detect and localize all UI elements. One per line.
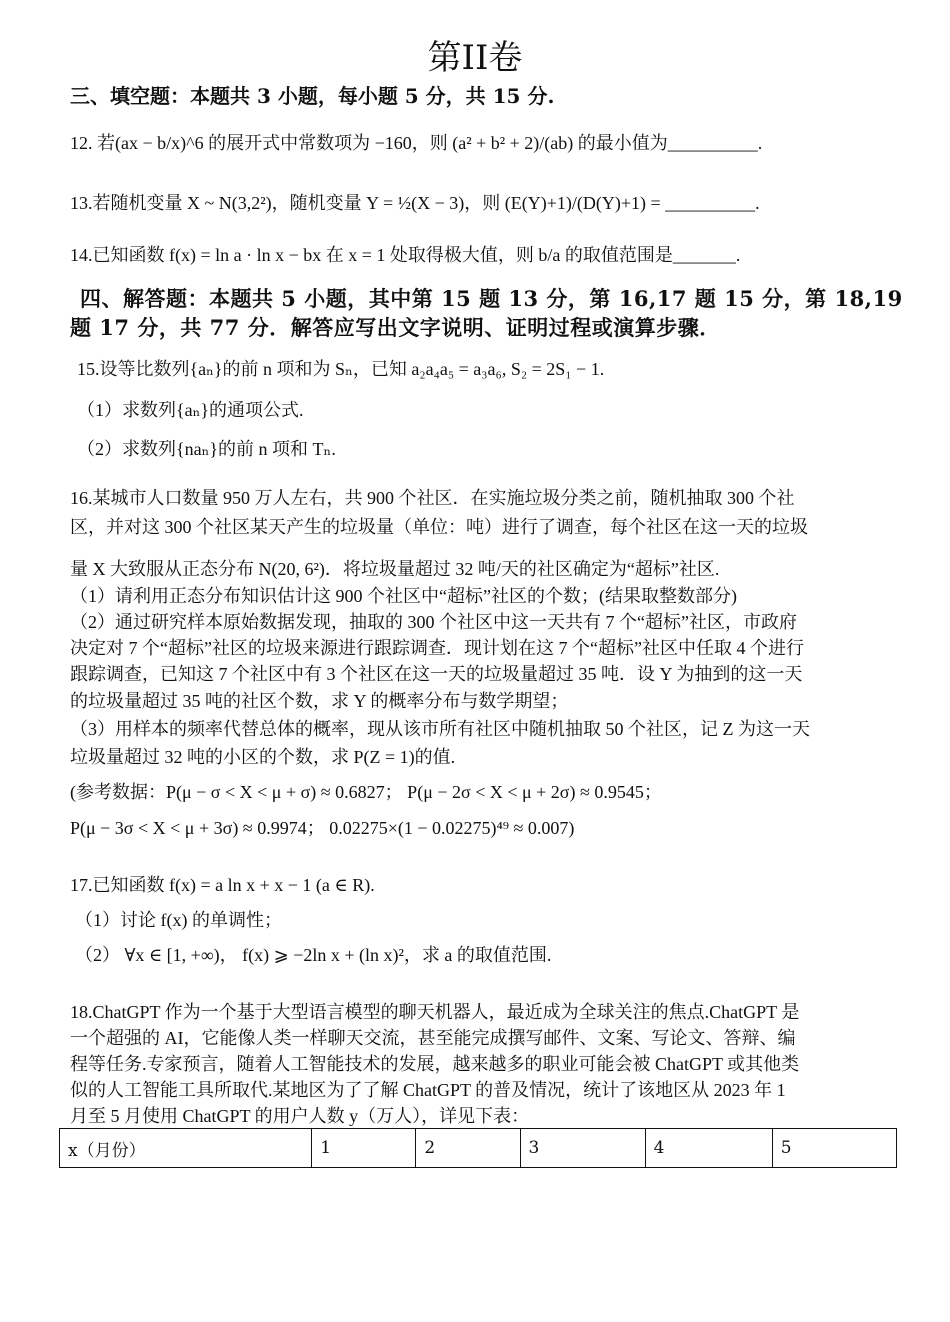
question-18-line5: 月至 5 月使用 ChatGPT 的用户人数 y（万人），详见下表： [70,1106,530,1126]
question-16-part2-line1: （2）通过研究样本原始数据发现，抽取的 300 个社区中这一天共有 7 个“超标”社区，市政府 [70,612,797,632]
table-row [60,1129,897,1168]
question-12: 12. 若(ax − b/x)^6 的展开式中常数项为 −160，则 (a² + b² + 2)/(ab) 的最小值为__________. [70,133,763,153]
question-16-part2-line2: 决定对 7 个“超标”社区的垃圾来源进行跟踪调查．现计划在这 7 个“超标”社区中任取 4 个进行 [70,638,804,658]
question-16-part3-line1: （3）用样本的频率代替总体的概率，现从该市所有社区中随机抽取 50 个社区，记 Z 为这一天 [70,719,810,739]
table-cell: 1 [312,1129,416,1168]
page-title: 第II卷 [427,38,523,78]
question-14: 14.已知函数 f(x) = ln a · ln x − bx 在 x = 1 处取得极大值，则 b/a 的取值范围是_______. [70,245,741,265]
question-16-part2-line4: 的垃圾量超过 35 吨的社区个数，求 Y 的概率分布与数学期望； [70,691,569,711]
question-13: 13.若随机变量 X ~ N(3,2²)，随机变量 Y = ½(X − 3)，则 (E(Y)+1)/(D(Y)+1) = __________. [70,193,760,213]
question-16-reference-line1: (参考数据：P(μ − σ < X < μ + σ) ≈ 0.6827； P(μ − 2σ < X < μ + 2σ) ≈ 0.9545； [70,782,662,802]
table-cell: 5 [772,1129,896,1168]
question-15-stem: 15.设等比数列{aₙ}的前 n 项和为 Sₙ，已知 a₂a₄a₅ = a₃a₆, S₂ = 2S₁ − 1. [77,359,605,379]
question-16-part3-line2: 垃圾量超过 32 吨的小区的个数，求 P(Z = 1)的值. [70,747,456,767]
section-four-heading-line1: 四、解答题：本题共 5 小题，其中第 15 题 13 分，第 16,17 题 15 分，第 18,19 [80,286,903,311]
question-17-part2: （2） ∀x ∈ [1, +∞)， f(x) ⩾ −2ln x + (ln x)²，求 a 的取值范围. [75,945,552,965]
question-16-line1: 16.某城市人口数量 950 万人左右，共 900 个社区．在实施垃圾分类之前，随机抽取 300 个社 [70,488,795,508]
question-15-part1: （1）求数列{aₙ}的通项公式. [77,400,304,420]
question-16-part2-line3: 跟踪调查，已知这 7 个社区中有 3 个社区在这一天的垃圾量超过 35 吨．设 Y 为抽到的这一天 [70,664,803,684]
question-18-line3: 程等任务.专家预言，随着人工智能技术的发展，越来越多的职业可能会被 ChatGPT 或其他类 [70,1054,800,1074]
section-three-heading: 三、填空题：本题共 3 小题，每小题 5 分，共 15 分. [70,84,555,108]
question-16-line3: 量 X 大致服从正态分布 N(20, 6²)．将垃圾量超过 32 吨/天的社区确定为“超标”社区. [70,559,720,579]
question-16-reference-line2: P(μ − 3σ < X < μ + 3σ) ≈ 0.9974； 0.02275×(1 − 0.02275)⁴⁹ ≈ 0.007) [70,818,575,838]
table-cell: 3 [520,1129,645,1168]
section-four-heading-line2: 题 17 分，共 77 分．解答应写出文字说明、证明过程或演算步骤． [70,315,721,340]
question-18-line1: 18.ChatGPT 作为一个基于大型语言模型的聊天机器人，最近成为全球关注的焦点.ChatGPT 是 [70,1002,800,1022]
table-header-cell: x（月份） [60,1129,312,1168]
data-table [59,1128,897,1168]
question-16-line2: 区，并对这 300 个社区某天产生的垃圾量（单位：吨）进行了调查，每个社区在这一天的垃圾 [70,517,808,537]
question-18-line4: 似的人工智能工具所取代.某地区为了了解 ChatGPT 的普及情况，统计了该地区从 2023 年 1 [70,1080,786,1100]
question-16-part1: （1）请利用正态分布知识估计这 900 个社区中“超标”社区的个数；(结果取整数部分) [70,586,737,606]
table-cell: 2 [416,1129,520,1168]
question-17-part1: （1）讨论 f(x) 的单调性； [75,910,282,930]
question-18-line2: 一个超强的 AI，它能像人类一样聊天交流，甚至能完成撰写邮件、文案、写论文、答辩、编 [70,1028,796,1048]
question-17-stem: 17.已知函数 f(x) = a ln x + x − 1 (a ∈ R). [70,875,375,895]
table-cell: 4 [645,1129,772,1168]
question-15-part2: （2）求数列{naₙ}的前 n 项和 Tₙ. [77,439,336,459]
